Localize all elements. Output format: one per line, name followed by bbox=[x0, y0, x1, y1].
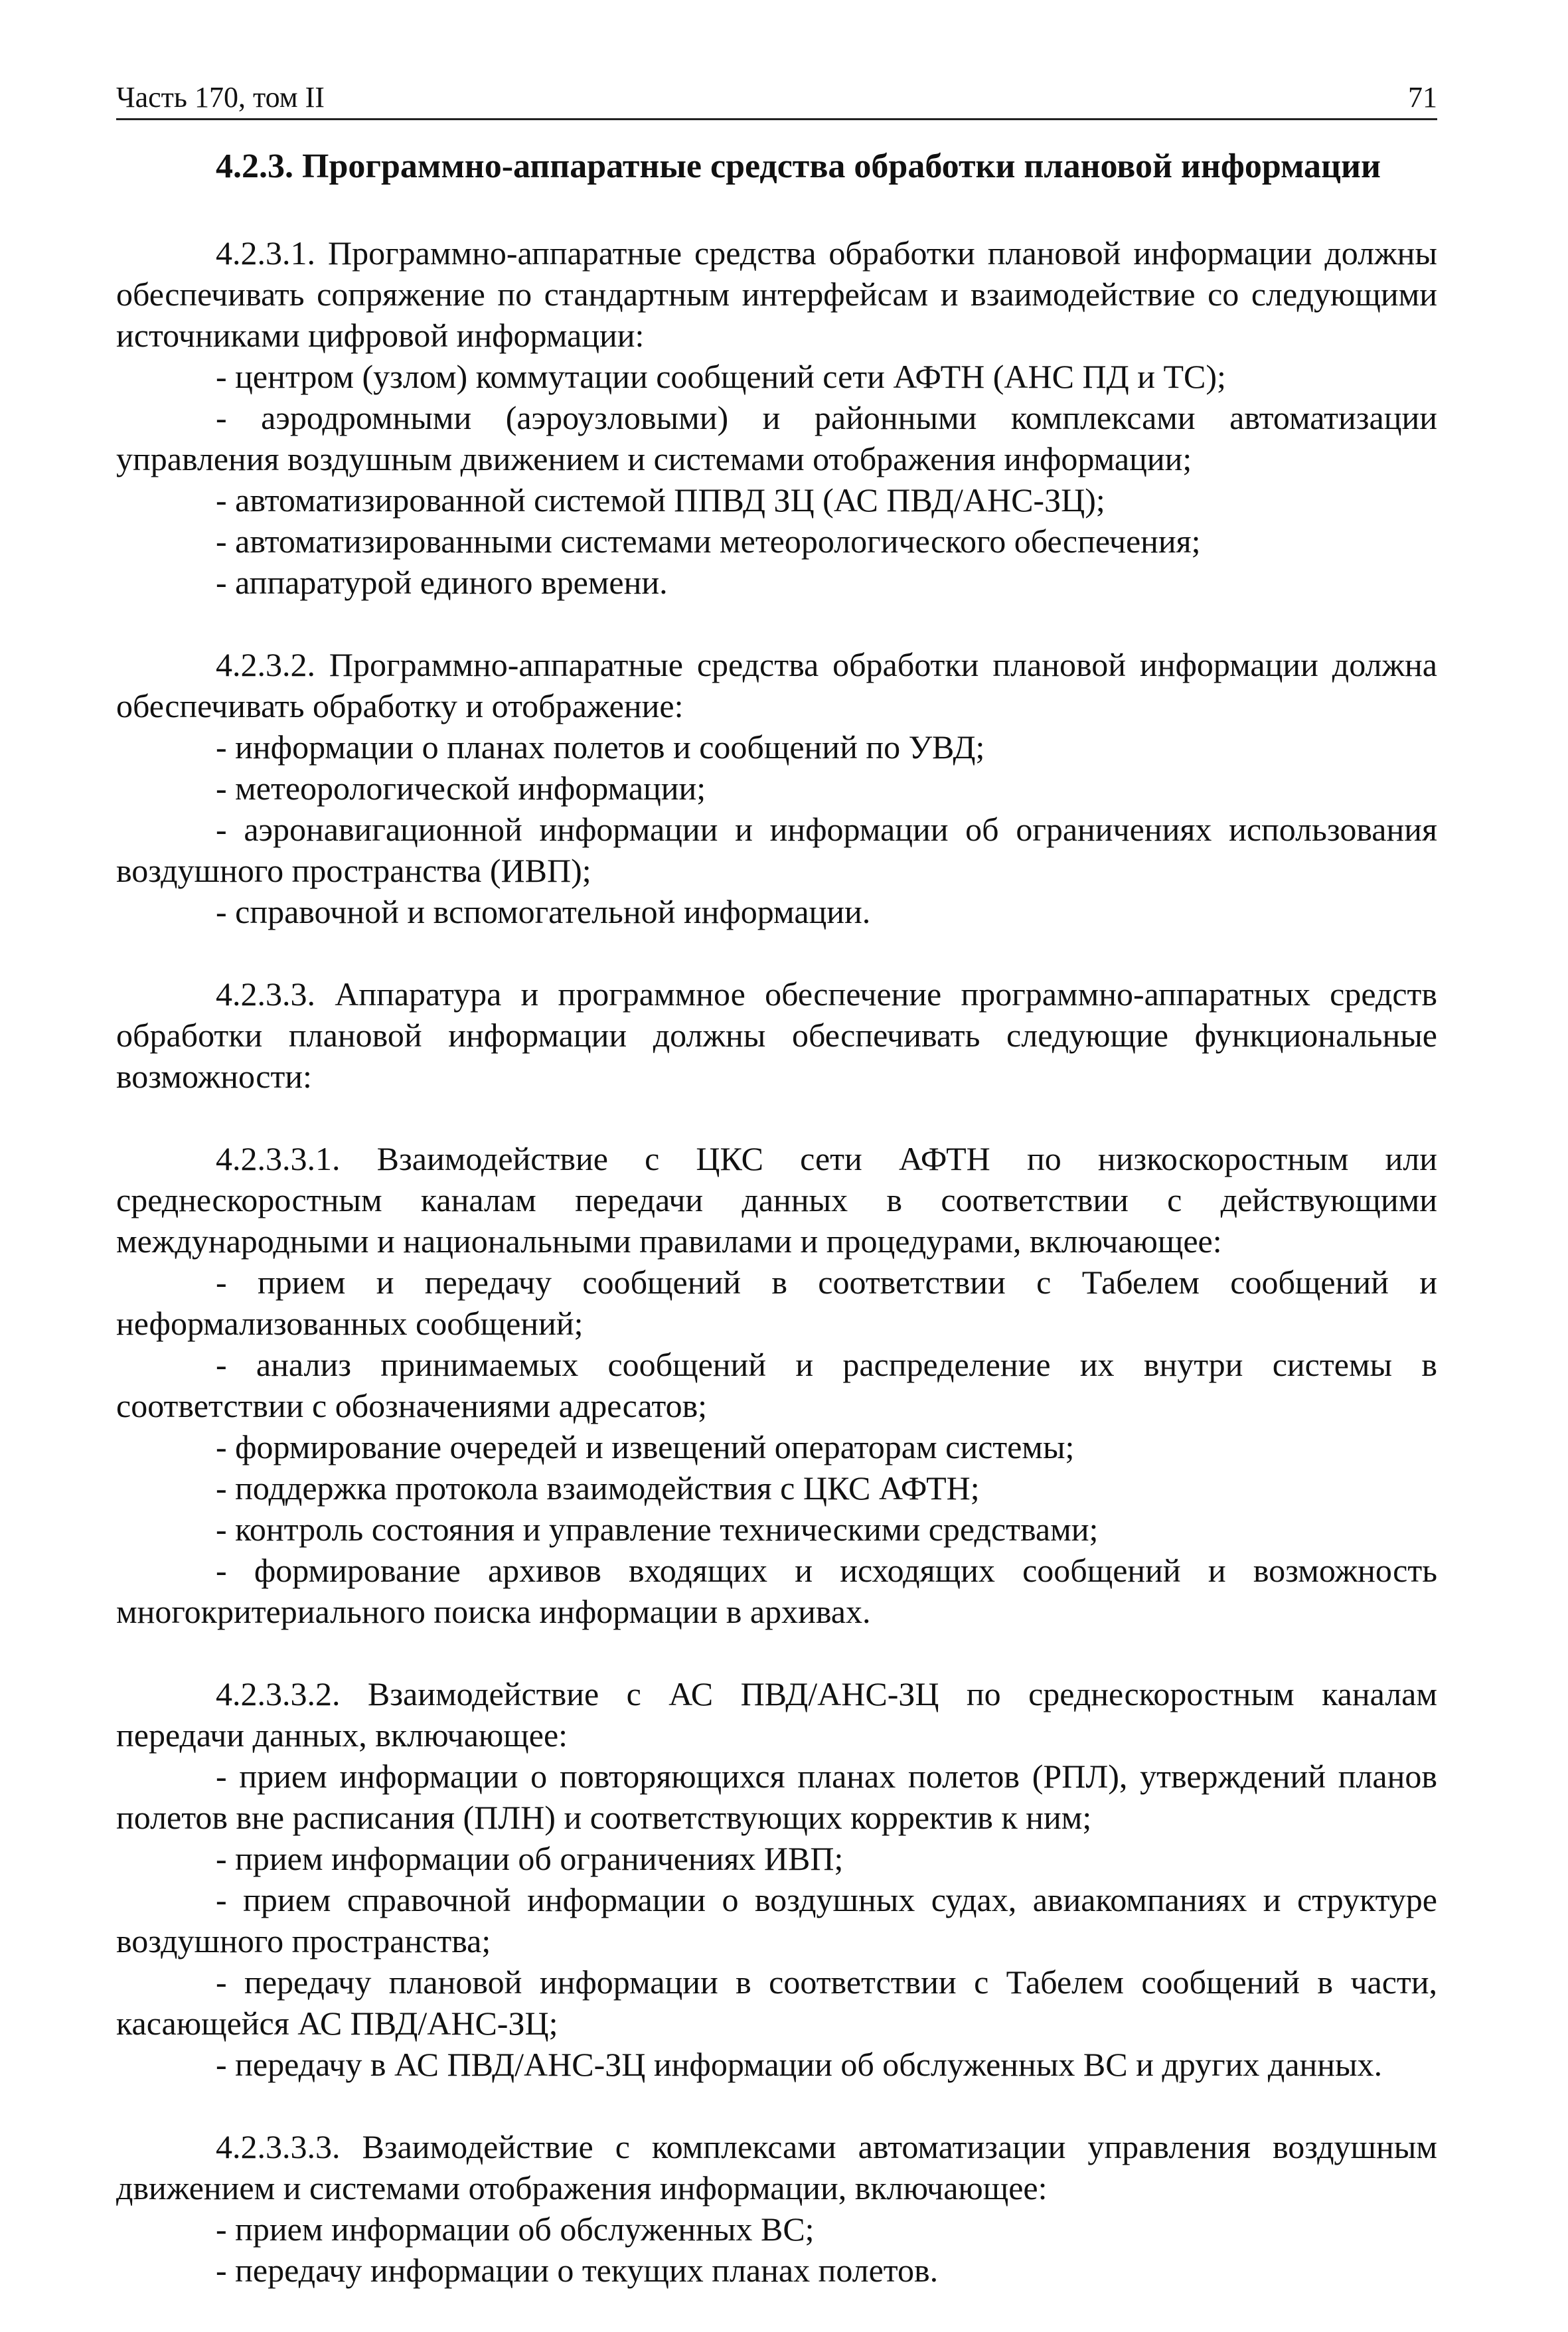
list-item: - справочной и вспомогательной информации. bbox=[216, 893, 871, 930]
clause-intro: 4.2.3.3.2. Взаимодействие с АС ПВД/АНС-ЗЦ по среднескоростным каналам передачи данных, включающее: bbox=[116, 1675, 1437, 1754]
clause-4-2-3-3-2 bbox=[116, 1673, 1437, 2085]
list-item: - поддержка протокола взаимодействия с ЦКС АФТН; bbox=[216, 1469, 980, 1507]
list-item: - автоматизированными системами метеорологического обеспечения; bbox=[216, 523, 1201, 560]
list-item: - прием информации о повторяющихся планах полетов (РПЛ), утверждений планов полетов вне расписания (ПЛН) и соответствующих корректив к ним; bbox=[116, 1758, 1437, 1836]
clause-items bbox=[116, 356, 1437, 603]
section-heading: 4.2.3. Программно-аппаратные средства обработки плановой информации bbox=[216, 147, 1381, 185]
clause-4-2-3-2 bbox=[116, 644, 1437, 932]
clause-4-2-3-3-1 bbox=[116, 1138, 1437, 1632]
list-item: - прием информации об обслуженных ВС; bbox=[216, 2210, 815, 2248]
list-item: - метеорологической информации; bbox=[216, 770, 706, 807]
list-item: - прием информации об ограничениях ИВП; bbox=[216, 1840, 844, 1877]
list-item: - прием справочной информации о воздушных судах, авиакомпаниях и структуре воздушного пространства; bbox=[116, 1881, 1437, 1959]
list-item: - автоматизированной системой ППВД ЗЦ (АС ПВД/АНС-ЗЦ); bbox=[216, 481, 1105, 519]
clause-intro: 4.2.3.2. Программно-аппаратные средства обработки плановой информации должна обеспечивать обработку и отображение: bbox=[116, 646, 1437, 724]
clause-4-2-3-3-3 bbox=[116, 2126, 1437, 2291]
list-item: - информации о планах полетов и сообщений по УВД; bbox=[216, 728, 985, 766]
list-item: - аэродромными (аэроузловыми) и районными комплексами автоматизации управления воздушным движением и системами отображения информации; bbox=[116, 399, 1437, 477]
clause-items bbox=[116, 1756, 1437, 2085]
clause-intro: 4.2.3.3.3. Взаимодействие с комплексами автоматизации управления воздушным движением и системами отображения информации, включающее: bbox=[116, 2128, 1437, 2207]
clause-4-2-3-1 bbox=[116, 232, 1437, 603]
clause-4-2-3-3 bbox=[116, 973, 1437, 1097]
list-item: - анализ принимаемых сообщений и распределение их внутри системы в соответствии с обозначениями адресатов; bbox=[116, 1346, 1437, 1424]
list-item: - передачу плановой информации в соответствии с Табелем сообщений в части, касающейся АС ПВД/АНС-ЗЦ; bbox=[116, 1963, 1437, 2042]
list-item: - формирование очередей и извещений операторам системы; bbox=[216, 1428, 1075, 1465]
list-item: - формирование архивов входящих и исходящих сообщений и возможность многокритериального поиска информации в архивах. bbox=[116, 1552, 1437, 1630]
running-header bbox=[116, 78, 1437, 120]
clause-items bbox=[116, 2208, 1437, 2291]
clause-intro: 4.2.3.3. Аппаратура и программное обеспечение программно-аппаратных средств обработки плановой информации должны обеспечивать следующие функциональные возможности: bbox=[116, 975, 1437, 1095]
list-item: - передачу в АС ПВД/АНС-ЗЦ информации об обслуженных ВС и других данных. bbox=[216, 2046, 1383, 2083]
page-number: 71 bbox=[1408, 81, 1437, 114]
list-item: - передачу информации о текущих планах полетов. bbox=[216, 2252, 939, 2289]
list-item: - контроль состояния и управление техническими средствами; bbox=[216, 1511, 1099, 1548]
clause-intro: 4.2.3.1. Программно-аппаратные средства обработки плановой информации должны обеспечивать сопряжение по стандартным интерфейсам и взаимодействие со следующими источниками цифровой информации: bbox=[116, 234, 1437, 354]
list-item: - прием и передачу сообщений в соответствии с Табелем сообщений и неформализованных сообщений; bbox=[116, 1264, 1437, 1342]
header-part-volume: Часть 170, том II bbox=[116, 81, 325, 114]
clause-intro: 4.2.3.3.1. Взаимодействие с ЦКС сети АФТН по низкоскоростным или среднескоростным каналам передачи данных в соответствии с действующими международными и национальными правилами и процедурами, включающее: bbox=[116, 1140, 1437, 1260]
list-item: - аппаратурой единого времени. bbox=[216, 564, 668, 601]
document-body bbox=[116, 146, 1437, 2332]
clause-items bbox=[116, 1262, 1437, 1632]
clause-items bbox=[116, 726, 1437, 932]
list-item: - аэронавигационной информации и информации об ограничениях использования воздушного пространства (ИВП); bbox=[116, 811, 1437, 889]
list-item: - центром (узлом) коммутации сообщений сети АФТН (АНС ПД и ТС); bbox=[216, 358, 1226, 395]
